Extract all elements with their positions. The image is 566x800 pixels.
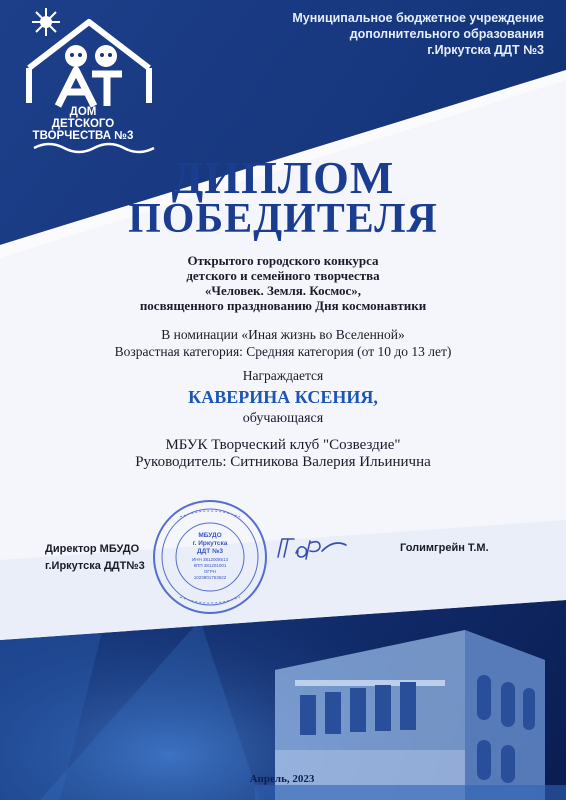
director-position-line: г.Иркутска ДДТ№3 [45, 560, 145, 572]
building-illustration [255, 600, 566, 800]
organization-line: дополнительного образования [349, 27, 544, 41]
issue-date: Апрель, 2023 [249, 773, 315, 785]
stamp-center-line: г. Иркутска [192, 540, 228, 547]
logo-line: ДЕТСКОГО [51, 118, 115, 130]
learner-label: обучающаяся [242, 411, 324, 426]
diploma-subtitle: ПОБЕДИТЕЛЯ [128, 196, 438, 242]
contest-line: «Человек. Земля. Космос», [204, 283, 362, 298]
stamp-id-line: ОГРН [203, 569, 217, 574]
logo-line: ТВОРЧЕСТВА №3 [32, 130, 134, 142]
age-category-text: Возрастная категория: Средняя категория (от 10 до 13 лет) [114, 344, 452, 359]
official-stamp [150, 497, 270, 617]
diploma-title: ДИПЛОМ [171, 152, 395, 203]
logo-caption [18, 106, 148, 142]
nomination-block [60, 326, 506, 360]
awarded-label: Награждается [242, 368, 324, 383]
club-block [60, 437, 506, 471]
contest-description [60, 253, 506, 313]
stamp-center-line: ДДТ №3 [197, 548, 223, 555]
contest-line: посвященного празднованию Дня космонавтики [139, 298, 427, 313]
club-name: МБУК Творческий клуб "Созвездие" [165, 437, 401, 453]
supervisor-name: Руководитель: Ситникова Валерия Ильинична [135, 454, 431, 470]
organization-line: Муниципальное бюджетное учреждение [292, 11, 544, 25]
stamp-center-line: МБУДО [198, 532, 222, 539]
nomination-text: В номинации «Иная жизнь во Вселенной» [161, 327, 405, 342]
director-position-line: Директор МБУДО [45, 543, 140, 555]
director-position [45, 541, 145, 575]
stamp-id-line: КПП 381201001 [193, 563, 227, 568]
handwritten-signature [272, 531, 352, 565]
organization-line: г.Иркутска ДДТ №3 [427, 43, 544, 57]
stamp-id-line: 1023801753622 [193, 575, 227, 580]
contest-line: детского и семейного творчества [186, 268, 380, 283]
organization-header [244, 10, 544, 58]
director-name: Голимгрейн Т.М. [400, 542, 489, 554]
recipient-name: КАВЕРИНА КСЕНИЯ, [188, 387, 378, 407]
stamp-id-line: ИНН 3812008513 [191, 557, 229, 562]
contest-line: Открытого городского конкурса [187, 253, 379, 268]
logo-line: ДОМ [69, 106, 97, 118]
